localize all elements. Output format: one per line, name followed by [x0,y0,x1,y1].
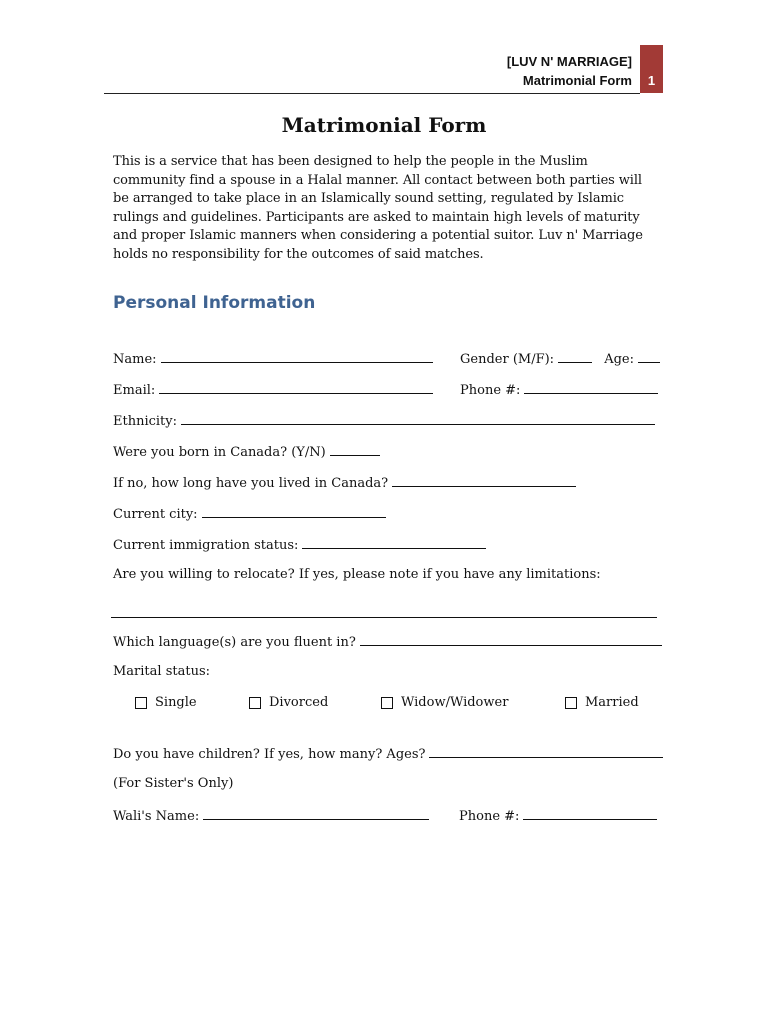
checkbox-icon[interactable] [249,697,261,709]
marital-option-label: Divorced [269,695,329,710]
header-doc-name: Matrimonial Form [522,73,632,88]
ethnicity-row [113,411,655,429]
age-field[interactable] [638,349,660,363]
languages-row [113,632,662,650]
age-label: Age: [604,352,634,367]
phone-label: Phone #: [460,383,521,398]
gender-age-group [460,349,660,369]
marital-option-label: Married [585,695,639,710]
immigration-label: Current immigration status: [113,538,299,553]
email-label: Email: [113,383,156,398]
wali-phone-field[interactable] [523,806,657,820]
name-field[interactable] [161,349,433,363]
immigration-row [113,535,486,553]
header-divider [104,93,640,94]
marital-status-label: Marital status: [113,664,210,679]
gender-label: Gender (M/F): [460,352,555,367]
relocate-field[interactable] [111,617,657,618]
children-label: Do you have children? If yes, how many? Ages? [113,747,426,762]
document-title: Matrimonial Form [281,113,487,137]
marital-status-row [113,663,210,681]
city-field[interactable] [202,504,386,518]
marital-option-divorced[interactable] [249,694,328,712]
checkbox-icon[interactable] [135,697,147,709]
how-long-row [113,473,576,491]
marital-option-label: Single [155,695,197,710]
page-number-badge [640,45,663,93]
born-canada-row [113,442,380,460]
children-field[interactable] [429,744,663,758]
sisters-only-row [113,775,233,793]
wali-name-field[interactable] [203,806,429,820]
email-row [113,380,433,398]
languages-field[interactable] [360,632,662,646]
born-canada-field[interactable] [330,442,380,456]
wali-phone-group [459,806,657,826]
email-field[interactable] [159,380,433,394]
gender-field[interactable] [558,349,592,363]
marital-option-married[interactable] [565,694,639,712]
name-row [113,349,433,367]
how-long-field[interactable] [392,473,576,487]
section-title-personal-information: Personal Information [113,293,316,313]
running-header [507,52,632,90]
languages-label: Which language(s) are you fluent in? [113,635,356,650]
born-canada-label: Were you born in Canada? (Y/N) [113,445,326,460]
how-long-label: If no, how long have you lived in Canada? [113,476,389,491]
ethnicity-label: Ethnicity: [113,414,178,429]
relocate-label: Are you willing to relocate? If yes, please note if you have any limitations: [113,567,601,582]
intro-paragraph: This is a service that has been designed to help the people in the Muslim community find a spouse in a Halal manner. All contact between both parties will be arranged to take place in an Islamically sound setting, regulated by Islamic rulings and guidelines. Participants are asked to maintain high levels of maturity and proper Islamic manners when considering a potential suitor. Luv n' Marriage holds no responsibility for the outcomes of said matches. [113,154,643,262]
checkbox-icon[interactable] [565,697,577,709]
ethnicity-field[interactable] [181,411,655,425]
wali-name-row [113,806,429,824]
sisters-only-label: (For Sister's Only) [113,776,234,791]
wali-name-label: Wali's Name: [113,809,200,824]
relocate-row [113,566,601,584]
phone-field[interactable] [524,380,658,394]
marital-option-single[interactable] [135,694,197,712]
name-label: Name: [113,352,157,367]
page-number: 1 [647,73,656,88]
marital-option-widow[interactable] [381,694,508,712]
immigration-field[interactable] [302,535,486,549]
header-brand: [LUV N' MARRIAGE] [506,54,632,69]
marital-option-label: Widow/Widower [401,695,509,710]
checkbox-icon[interactable] [381,697,393,709]
city-label: Current city: [113,507,198,522]
children-row [113,744,663,762]
wali-phone-label: Phone #: [459,809,520,824]
city-row [113,504,386,522]
phone-group [460,380,658,400]
